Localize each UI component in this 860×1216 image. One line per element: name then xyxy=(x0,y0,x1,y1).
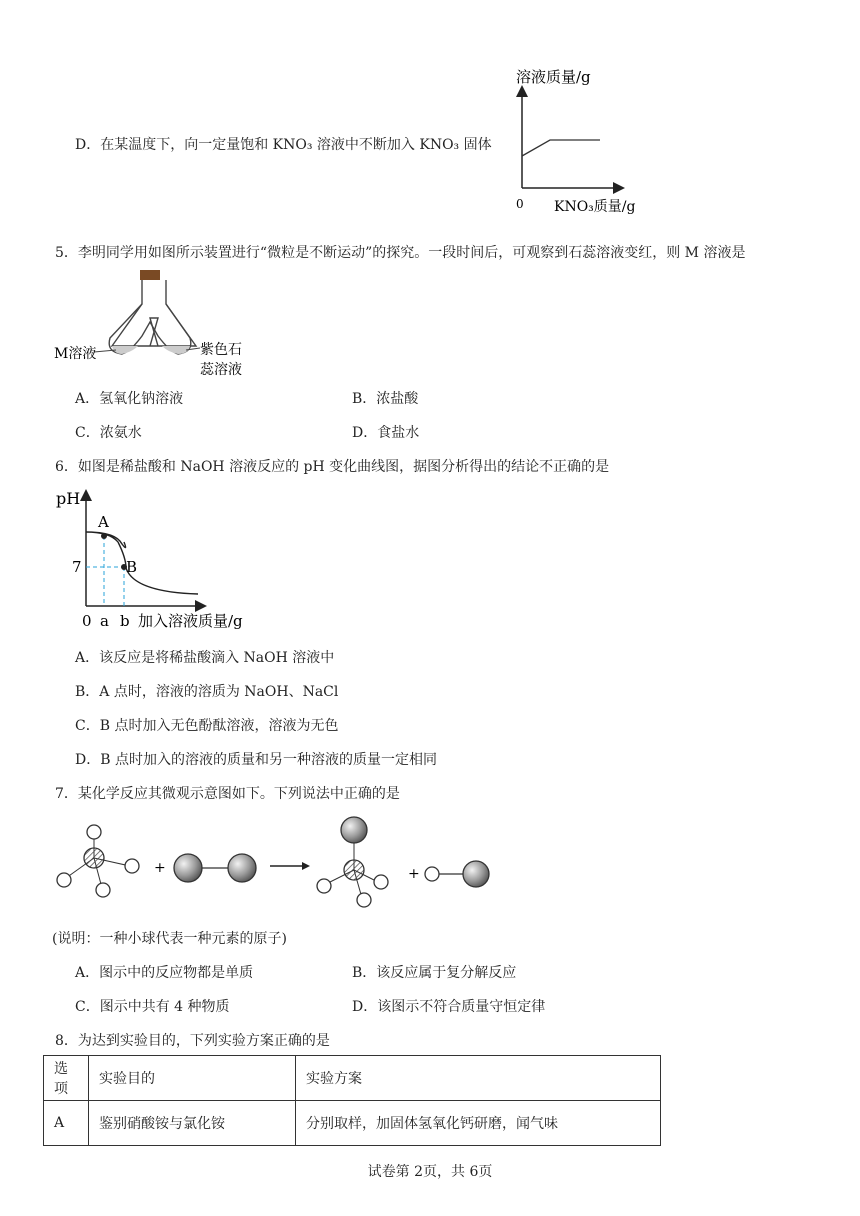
table-header-cell: 实验方案 xyxy=(296,1056,661,1101)
ph-x-label: 加入溶液质量/g xyxy=(138,612,243,630)
tube-stopper xyxy=(140,270,160,280)
q7-note: (说明：一种小球代表一种元素的原子) xyxy=(52,931,287,947)
litmus-label-1: 紫色石 xyxy=(200,342,242,358)
plus-sign-1: + xyxy=(154,860,166,876)
q5-option-b: B．浓盐酸 xyxy=(352,391,419,407)
plus-sign-2: + xyxy=(408,866,420,882)
table-cell: 分别取样，加固体氢氧化钙研磨，闻气味 xyxy=(296,1101,661,1146)
q5-option-d: D．食盐水 xyxy=(352,425,420,441)
q8-stem: 8．为达到实验目的，下列实验方案正确的是 xyxy=(55,1033,330,1049)
q6-option-c: C．B 点时加入无色酚酞溶液，溶液为无色 xyxy=(75,718,339,734)
y-tube-apparatus xyxy=(50,266,260,384)
ph-tick-7: 7 xyxy=(72,558,82,576)
right-liquid xyxy=(162,346,190,354)
q7-option-a: A．图示中的反应物都是单质 xyxy=(75,965,254,981)
q7-option-b: B．该反应属于复分解反应 xyxy=(352,965,517,981)
q6-option-b: B．A 点时，溶液的溶质为 NaOH、NaCl xyxy=(75,684,339,700)
reactant-molecule-2 xyxy=(174,854,256,882)
q8-table xyxy=(43,1055,661,1146)
q7-option-c: C．图示中共有 4 种物质 xyxy=(75,999,230,1015)
table-header-row xyxy=(44,1056,661,1101)
ph-y-label: pH xyxy=(56,489,81,508)
q7-stem: 7．某化学反应其微观示意图如下。下列说法中正确的是 xyxy=(55,786,400,802)
ph-point-a xyxy=(101,533,107,539)
reaction-micro-diagram xyxy=(48,812,498,916)
product-molecule-1 xyxy=(317,817,388,907)
ph-x-a: a xyxy=(100,612,109,630)
graph-origin: 0 xyxy=(516,197,524,211)
q5-stem: 5．李明同学用如图所示装置进行“微粒是不断运动”的探究。一段时间后，可观察到石蕊溶液变红，则 M 溶液是 xyxy=(55,245,746,261)
table-cell: A xyxy=(44,1101,89,1146)
kno3-solution-graph xyxy=(500,58,660,218)
page-footer: 试卷第 2页，共 6页 xyxy=(367,1164,493,1180)
m-solution-label: M溶液 xyxy=(54,346,97,362)
q5-option-c: C．浓氨水 xyxy=(75,425,142,441)
ph-point-b-label: B xyxy=(126,558,138,576)
q6-option-d: D．B 点时加入的溶液的质量和另一种溶液的质量一定相同 xyxy=(75,752,437,768)
table-header-cell: 实验目的 xyxy=(89,1056,296,1101)
ph-x-b: b xyxy=(120,612,130,630)
ph-curve xyxy=(86,532,198,594)
q6-stem: 6．如图是稀盐酸和 NaOH 溶液反应的 pH 变化曲线图，据图分析得出的结论不正确的是 xyxy=(55,459,610,475)
graph-y-label: 溶液质量/g xyxy=(516,68,591,86)
ph-x-origin: 0 xyxy=(82,612,92,630)
product-molecule-2 xyxy=(425,861,489,887)
q6-option-a: A．该反应是将稀盐酸滴入 NaOH 溶液中 xyxy=(75,650,335,666)
table-cell: 鉴别硝酸铵与氯化铵 xyxy=(89,1101,296,1146)
table-header-cell: 选项 xyxy=(44,1056,89,1101)
ph-point-a-label: A xyxy=(98,513,109,531)
ph-curve-graph xyxy=(50,482,280,632)
q4-option-d: D．在某温度下，向一定量饱和 KNO₃ 溶液中不断加入 KNO₃ 固体 xyxy=(75,137,492,153)
graph-x-label: KNO₃质量/g xyxy=(554,199,636,215)
q7-option-d: D．该图示不符合质量守恒定律 xyxy=(352,999,546,1015)
reactant-molecule-1 xyxy=(57,825,139,897)
table-row xyxy=(44,1101,661,1146)
graph-curve xyxy=(522,140,600,156)
litmus-label-2: 蕊溶液 xyxy=(200,362,242,378)
q5-option-a: A．氢氧化钠溶液 xyxy=(75,391,184,407)
